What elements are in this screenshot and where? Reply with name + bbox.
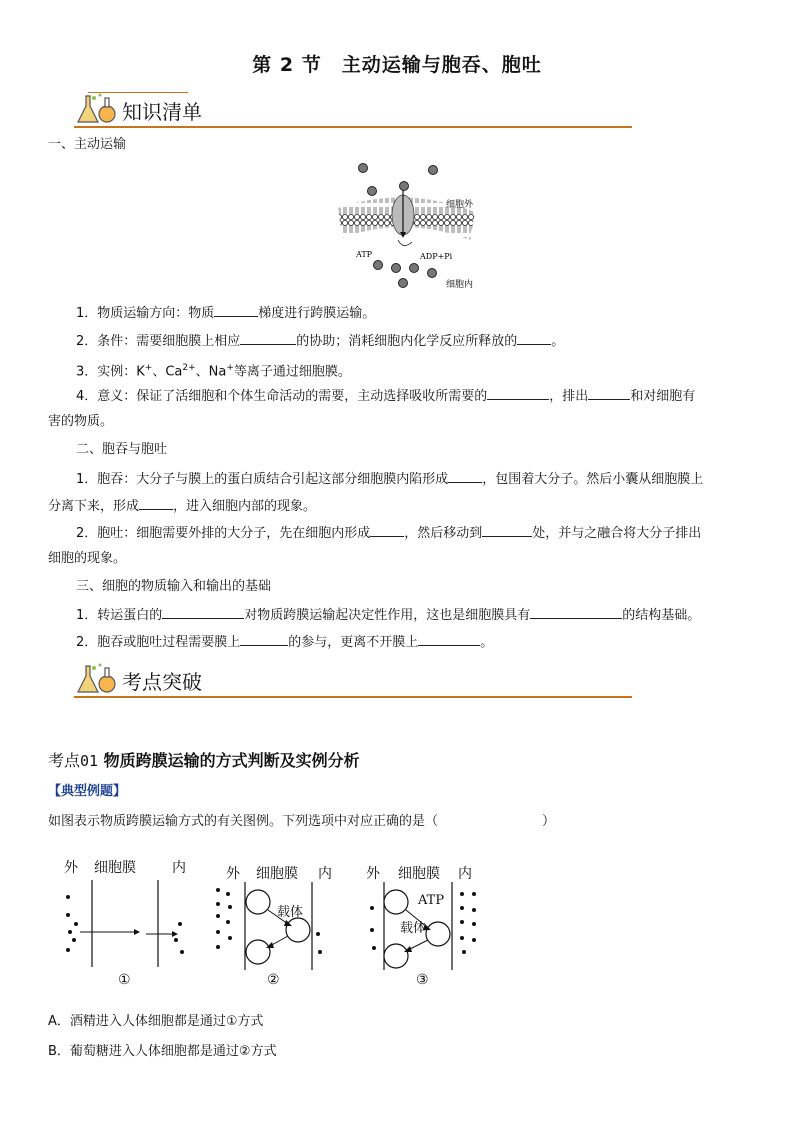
option-b: B．葡萄糖进入人体细胞都是通过②方式 [48,1044,277,1059]
para-4-cont: 害的物质。 [48,414,114,429]
example-label: 【典型例题】 [48,784,127,799]
svg-text:细胞膜: 细胞膜 [398,866,440,882]
svg-text:①: ① [118,972,131,988]
svg-text:外: 外 [226,866,240,882]
transport-diagrams [50,852,490,990]
para-8: 2．胞吞或胞吐过程需要膜上 的参与，更离不开膜上 。 [76,631,776,653]
label-inside: 细胞内 [446,280,474,290]
question-text: 如图表示物质跨膜运输方式的有关图例。下列选项中对应正确的是（ ） [48,814,556,829]
para-6-cont: 细胞的现象。 [48,551,127,566]
section-label: 考点突破 [122,670,202,694]
label-atp: ATP [356,250,373,259]
section-header-breakthrough [74,662,632,698]
heading-basis: 三、细胞的物质输入和输出的基础 [76,579,272,594]
para-5: 1．胞吞：大分子与膜上的蛋白质结合引起这部分细胞膜内陷形成 ，包围着大分子。然后小囊从细胞膜上 [76,468,748,490]
svg-text:内: 内 [172,860,186,876]
para-5-cont: 分离下来，形成 ，进入细胞内部的现象。 [48,495,748,517]
para-6: 2．胞吐：细胞需要外排的大分子，先在细胞内形成 ，然后移动到 处，并与之融合将大分子排出 [76,522,748,544]
para-2: 2．条件：需要细胞膜上相应 的协助；消耗细胞内化学反应所释放的 。 [76,330,776,352]
svg-text:外: 外 [366,866,380,882]
svg-text:载体: 载体 [400,921,427,936]
para-3: 3．实例：K+、$Ca^{2+}$、Na+等离子通过细胞膜。 [76,363,351,380]
heading-endo-exo: 二、胞吞与胞吐 [76,442,168,457]
svg-text:细胞膜: 细胞膜 [94,860,136,876]
flask-icon [76,92,120,126]
para-1: 1．物质运输方向：物质 梯度进行跨膜运输。 [76,302,776,324]
section-header-knowledge [74,92,632,128]
svg-text:③: ③ [416,972,429,988]
para-7: 1．转运蛋白的 对物质跨膜运输起决定性作用，这也是细胞膜具有 的结构基础。 [76,604,756,626]
svg-text:②: ② [267,972,280,988]
svg-text:载体: 载体 [277,905,304,920]
flask-icon [76,662,120,696]
svg-text:内: 内 [458,866,472,882]
kaodian-heading: 考点01 物质跨膜运输的方式判断及实例分析 [48,751,360,770]
para-4: 4．意义：保证了活细胞和个体生命活动的需要，主动选择吸收所需要的 ，排出 和对细胞有 [76,385,748,407]
svg-text:外: 外 [64,860,78,876]
svg-text:细胞膜: 细胞膜 [256,866,298,882]
label-outside: 细胞外 [446,200,474,210]
option-a: A．酒精进入人体细胞都是通过①方式 [48,1014,264,1029]
label-adp: ADP+Pi [420,252,453,261]
section-label: 知识清单 [122,100,202,124]
svg-text:ATP: ATP [418,893,445,908]
svg-text:内: 内 [318,866,332,882]
heading-active-transport: 一、主动运输 [48,137,127,152]
page-title: 第 2 节 主动运输与胞吞、胞吐 [252,54,542,76]
active-transport-figure [330,160,490,295]
